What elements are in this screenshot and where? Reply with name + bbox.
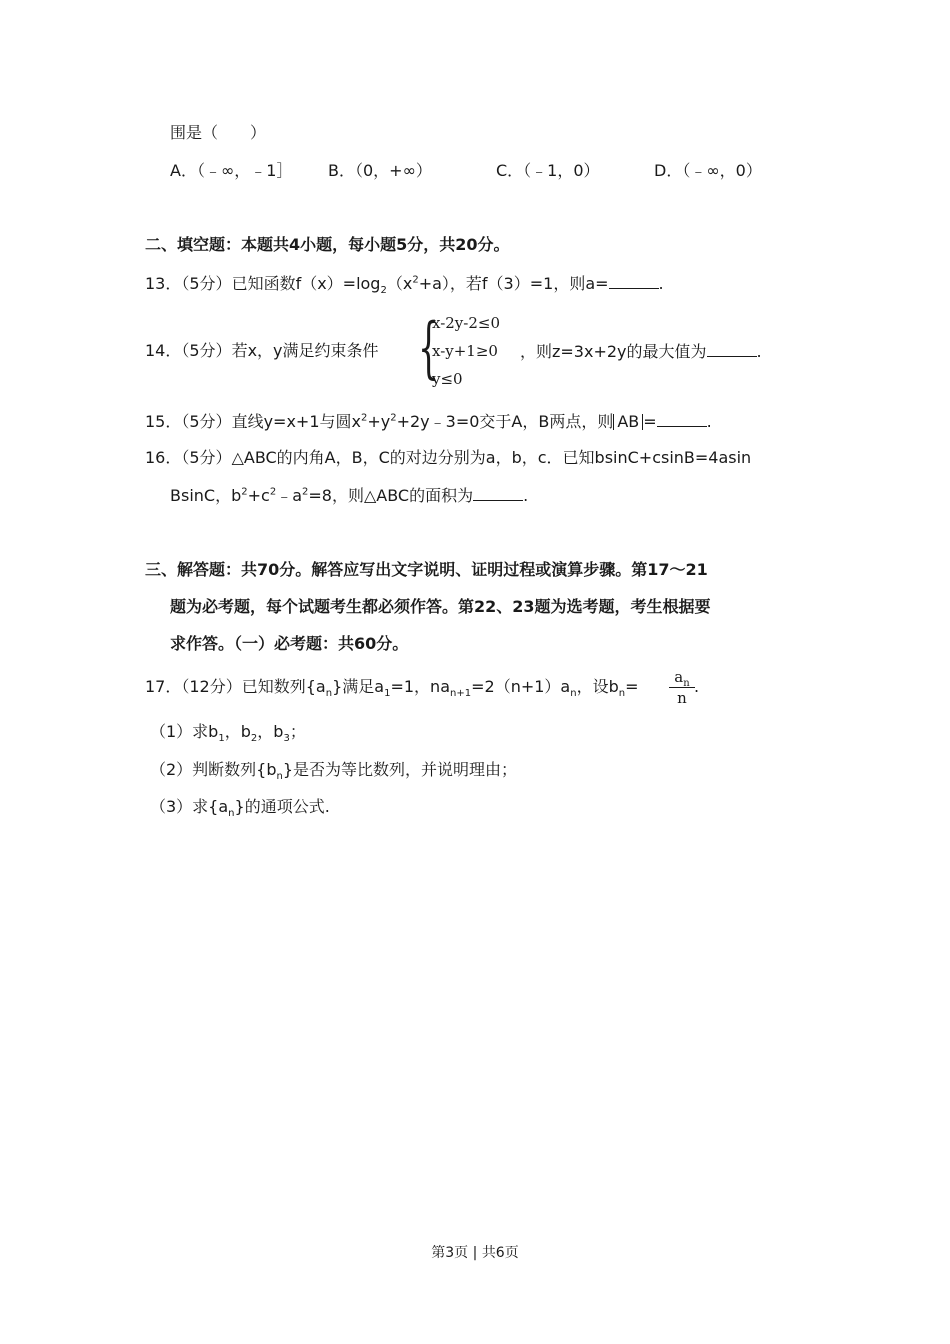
q17-text: =1，na bbox=[390, 677, 451, 696]
q13-text: （x bbox=[386, 274, 413, 293]
q12-option-a: A．（﹣∞，﹣1］ bbox=[170, 161, 293, 180]
q16-answer-blank[interactable] bbox=[473, 484, 523, 501]
q13-score: （5分） bbox=[181, 274, 232, 293]
q16-number: 16． bbox=[145, 448, 182, 467]
question-13 bbox=[145, 272, 664, 295]
q15-exponent: 2 bbox=[360, 412, 368, 424]
fraction-bar bbox=[669, 687, 695, 688]
q12-option-d: D．（﹣∞，0） bbox=[654, 161, 762, 180]
q17-subscript: n bbox=[570, 688, 577, 700]
q17-subscript: n+1 bbox=[450, 688, 472, 700]
q17-part-1: （1）求$b_1$，$b_2$，$b_3$； bbox=[150, 722, 306, 745]
q16-text: =8，则△ABC的面积为 bbox=[308, 486, 474, 505]
q14-number: 14． bbox=[145, 341, 182, 360]
q13-end: . bbox=[658, 274, 664, 293]
q13-text: 已知函数f（x）=log bbox=[231, 274, 381, 293]
q17-number: 17． bbox=[145, 677, 182, 696]
left-brace-icon: { bbox=[418, 309, 439, 386]
q16-text: ﹣a bbox=[276, 486, 302, 505]
q13-text: +a），若f（3）=1，则a= bbox=[418, 274, 609, 293]
q17-fraction-numerator: $a_n$ bbox=[674, 668, 690, 689]
q14-end: . bbox=[756, 342, 762, 361]
q16-text: +c bbox=[247, 486, 270, 505]
q16-end: . bbox=[523, 486, 529, 505]
q14-constraint-2: x-y+1≥0 bbox=[432, 342, 498, 360]
section2-heading: 二、填空题：本题共4小题，每小题5分，共20分。 bbox=[145, 235, 510, 254]
q17-fraction-denominator: n bbox=[677, 689, 687, 707]
q12-option-c: C．（﹣1，0） bbox=[496, 161, 600, 180]
q17-subscript: n bbox=[618, 688, 626, 700]
q15-text: +2y﹣3=0交于A，B两点，则 bbox=[396, 412, 614, 431]
q16-text: BsinC，b bbox=[170, 486, 242, 505]
q17-text: ，设b bbox=[576, 677, 619, 696]
footer-separator: | bbox=[472, 1245, 478, 1261]
q16-exponent: 2 bbox=[241, 486, 248, 498]
q17-part-2: （2）判断数列$\{b_n\}$是否为等比数列，并说明理由； bbox=[150, 760, 518, 783]
q16-exponent: 2 bbox=[302, 486, 309, 498]
q14-constraint-3: y≤0 bbox=[432, 370, 463, 388]
q15-text: = bbox=[643, 412, 657, 431]
q13-exponent: 2 bbox=[412, 274, 419, 286]
q14-constraint-1: x-2y-2≤0 bbox=[432, 314, 501, 332]
q17-text: 已知数列{a bbox=[241, 677, 326, 696]
question-16-line2 bbox=[170, 484, 528, 507]
q17-score: （12分） bbox=[181, 677, 242, 696]
q15-number: 15． bbox=[145, 412, 182, 431]
footer-total-pages: 共6页 bbox=[481, 1245, 519, 1261]
q14-score: （5分） bbox=[181, 341, 232, 360]
q15-text: +y bbox=[367, 412, 391, 431]
q16-exponent: 2 bbox=[269, 486, 277, 498]
q17-subscript: 1 bbox=[384, 688, 391, 700]
question-14 bbox=[145, 340, 379, 362]
q17-part-3: （3）求$\{a_n\}$的通项公式. bbox=[150, 797, 330, 820]
q15-exponent: 2 bbox=[390, 412, 397, 424]
section3-heading-line2: 题为必考题，每个试题考生都必须作答。第22、23题为选考题，考生根据要 bbox=[170, 597, 711, 616]
q13-answer-blank[interactable] bbox=[609, 272, 659, 289]
q17-end: . bbox=[694, 677, 700, 696]
q16-line1: △ABC的内角A，B，C的对边分别为a，b，c．已知bsinC+csinB=4asin bbox=[231, 448, 752, 467]
q17-text: }满足a bbox=[332, 677, 385, 696]
q14-text: ，则z=3x+2y的最大值为 bbox=[520, 342, 707, 361]
section3-heading-line1: 三、解答题：共70分。解答应写出文字说明、证明过程或演算步骤。第17～21 bbox=[145, 560, 708, 579]
question-16 bbox=[145, 447, 751, 469]
question-14-tail bbox=[520, 340, 762, 363]
q12-tail: 围是（ ） bbox=[170, 123, 267, 142]
question-15 bbox=[145, 410, 712, 433]
page-footer bbox=[0, 1242, 950, 1262]
q17-text: = bbox=[625, 677, 639, 696]
q17-text: =2（n+1）a bbox=[471, 677, 571, 696]
q15-abs-ab: AB bbox=[613, 414, 643, 430]
q13-number: 13． bbox=[145, 274, 182, 293]
q15-text: 直线y=x+1与圆x bbox=[231, 412, 361, 431]
q15-answer-blank[interactable] bbox=[657, 410, 707, 427]
q15-end: . bbox=[706, 412, 712, 431]
question-17 bbox=[145, 676, 639, 698]
q15-score: （5分） bbox=[181, 412, 232, 431]
q13-log-base: 2 bbox=[380, 285, 387, 297]
q17-subscript: n bbox=[325, 688, 333, 700]
q14-text: 若x，y满足约束条件 bbox=[231, 341, 379, 360]
q14-constraint-system bbox=[418, 309, 518, 390]
q16-score: （5分） bbox=[181, 448, 232, 467]
q17-fraction bbox=[669, 668, 695, 707]
q12-option-b: B．（0，+∞） bbox=[328, 161, 432, 180]
q14-answer-blank[interactable] bbox=[707, 340, 757, 357]
section3-heading-line3: 求作答。（一）必考题：共60分。 bbox=[170, 634, 409, 653]
footer-page-number: 第3页 bbox=[431, 1245, 469, 1261]
